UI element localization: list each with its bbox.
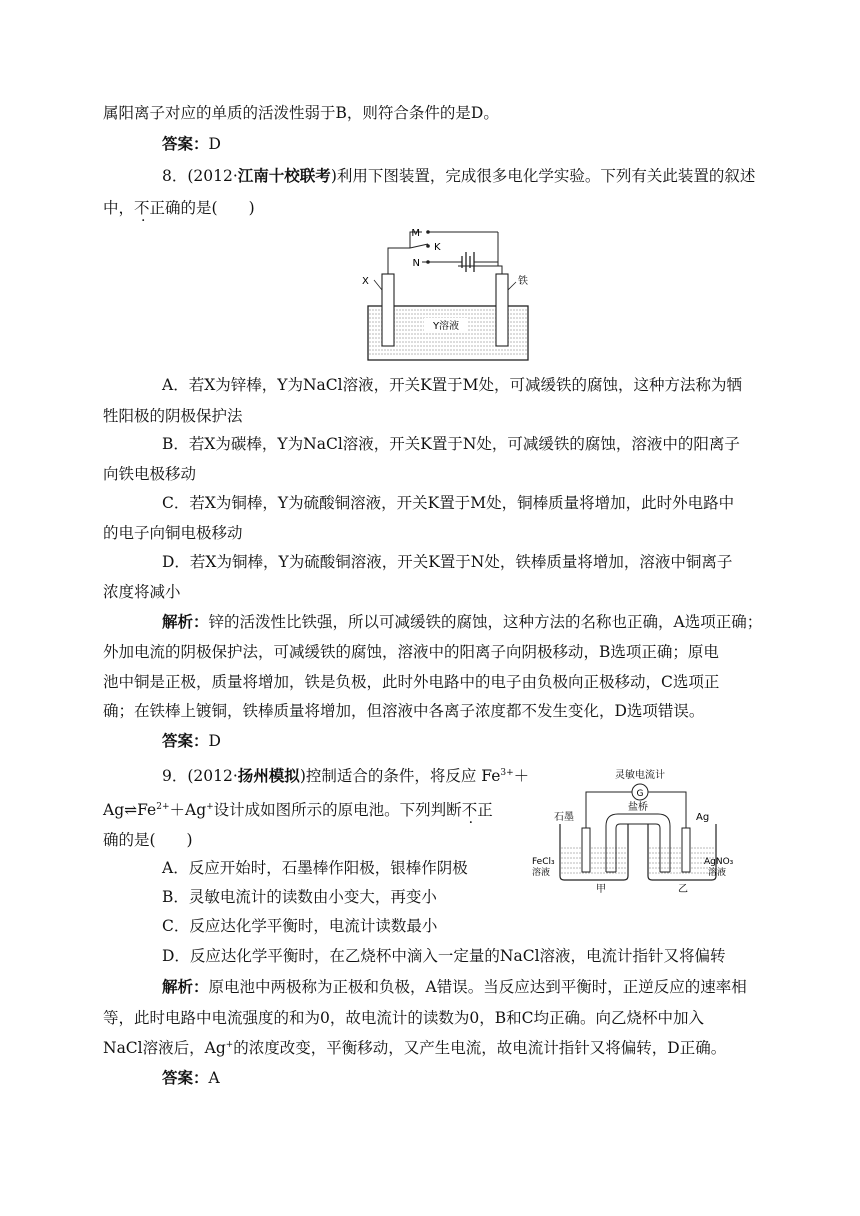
label-jia: 甲 xyxy=(596,884,606,895)
label-k: K xyxy=(434,242,441,253)
question-8: 8．(2012·江南十校联考)利用下图装置，完成很多电化学实验。下列有关此装置的叙述 xyxy=(162,167,756,185)
label-m: M xyxy=(411,228,420,239)
option-8b-cont: 向铁电极移动 xyxy=(103,465,197,483)
option-8d-cont: 浓度将减小 xyxy=(103,583,181,601)
electrolysis-apparatus-figure xyxy=(358,226,538,364)
label-x: X xyxy=(362,276,369,287)
question-9: 9．(2012·扬州模拟)控制适合的条件，将反应 $Fe^{3+}+$ xyxy=(162,767,530,785)
explanation-8-l2: 外加电流的阴极保护法，可减缓铁的腐蚀，溶液中的阳离子向阴极移动，B选项正确；原电 xyxy=(103,643,719,661)
option-9c: C．反应达化学平衡时，电流计读数最小 xyxy=(162,917,438,935)
question-9-l2: $Ag\rightleftharpoons Fe^{2+}+Ag^+$设计成如图所示的原电池。下列判断不正 xyxy=(103,801,493,819)
explanation-8-l3: 池中铜是正极，质量将增加，铁是负极，此时外电路中的电子由负极向正极移动，C选项正 xyxy=(103,673,720,691)
label-g: G xyxy=(636,789,644,799)
label-graphite: 石墨 xyxy=(554,812,574,823)
option-9d: D．反应达化学平衡时，在乙烧杯中滴入一定量的NaCl溶液，电流计指针又将偏转 xyxy=(162,947,726,965)
galvanic-cell-figure xyxy=(528,768,743,896)
label-fecl3: FeCl₃ xyxy=(532,857,555,867)
option-8b: B．若X为碳棒，Y为NaCl溶液，开关K置于N处，可减缓铁的腐蚀，溶液中的阳离子 xyxy=(162,435,740,453)
question-9-l3: 确的是( ) xyxy=(103,831,193,849)
explanation-9-l2: 等，此时电路中电流强度的和为0，故电流计的读数为0，B和C均正确。向乙烧杯中加入 xyxy=(103,1009,704,1027)
answer-9: 答案：A xyxy=(162,1069,220,1087)
answer-8: 答案：D xyxy=(162,732,221,750)
answer-7: 答案：D xyxy=(162,135,221,153)
option-8d: D．若X为铜棒，Y为硫酸铜溶液，开关K置于N处，铁棒质量将增加，溶液中铜离子 xyxy=(162,553,733,571)
option-8a-cont: 牲阳极的阴极保护法 xyxy=(103,407,243,425)
label-agno3-solution: 溶液 xyxy=(708,868,727,878)
option-9a: A．反应开始时，石墨棒作阳极，银棒作阴极 xyxy=(162,859,468,877)
text-line: 属阳离子对应的单质的活泼性弱于B，则符合条件的是D。 xyxy=(103,104,499,122)
explanation-8-l4: 确；在铁棒上镀铜，铁棒质量将增加，但溶液中各离子浓度都不发生变化，D选项错误。 xyxy=(103,702,705,720)
label-y-solution: Y溶液 xyxy=(432,321,460,332)
label-salt-bridge: 盐桥 xyxy=(628,802,648,813)
label-yi: 乙 xyxy=(678,884,688,895)
option-8a: A．若X为锌棒，Y为NaCl溶液，开关K置于M处，可减缓铁的腐蚀，这种方法称为牺 xyxy=(162,376,743,394)
label-agno3: AgNO₃ xyxy=(704,857,734,867)
label-fecl3-solution: 溶液 xyxy=(532,868,551,878)
option-9b: B．灵敏电流计的读数由小变大，再变小 xyxy=(162,888,437,906)
option-8c-cont: 的电子向铜电极移动 xyxy=(103,524,243,542)
explanation-8: 解析：锌的活泼性比铁强，所以可减缓铁的腐蚀，这种方法的名称也正确，A选项正确； xyxy=(162,613,763,631)
label-galvanometer: 灵敏电流计 xyxy=(615,770,665,781)
explanation-9-l3: NaCl溶液后，Ag+的浓度改变，平衡移动，又产生电流，故电流计指针又将偏转，D正确。 xyxy=(103,1039,727,1057)
option-8c: C．若X为铜棒，Y为硫酸铜溶液，开关K置于M处，铜棒质量将增加，此时外电路中 xyxy=(162,494,735,512)
question-8-line2: 中，不正确的是( ) xyxy=(103,199,255,217)
label-ag: Ag xyxy=(696,812,710,823)
label-n: N xyxy=(412,258,420,269)
explanation-9: 解析：原电池中两极称为正极和负极，A错误。当反应达到平衡时，正逆反应的速率相 xyxy=(162,978,747,996)
label-iron: 铁 xyxy=(518,276,528,287)
